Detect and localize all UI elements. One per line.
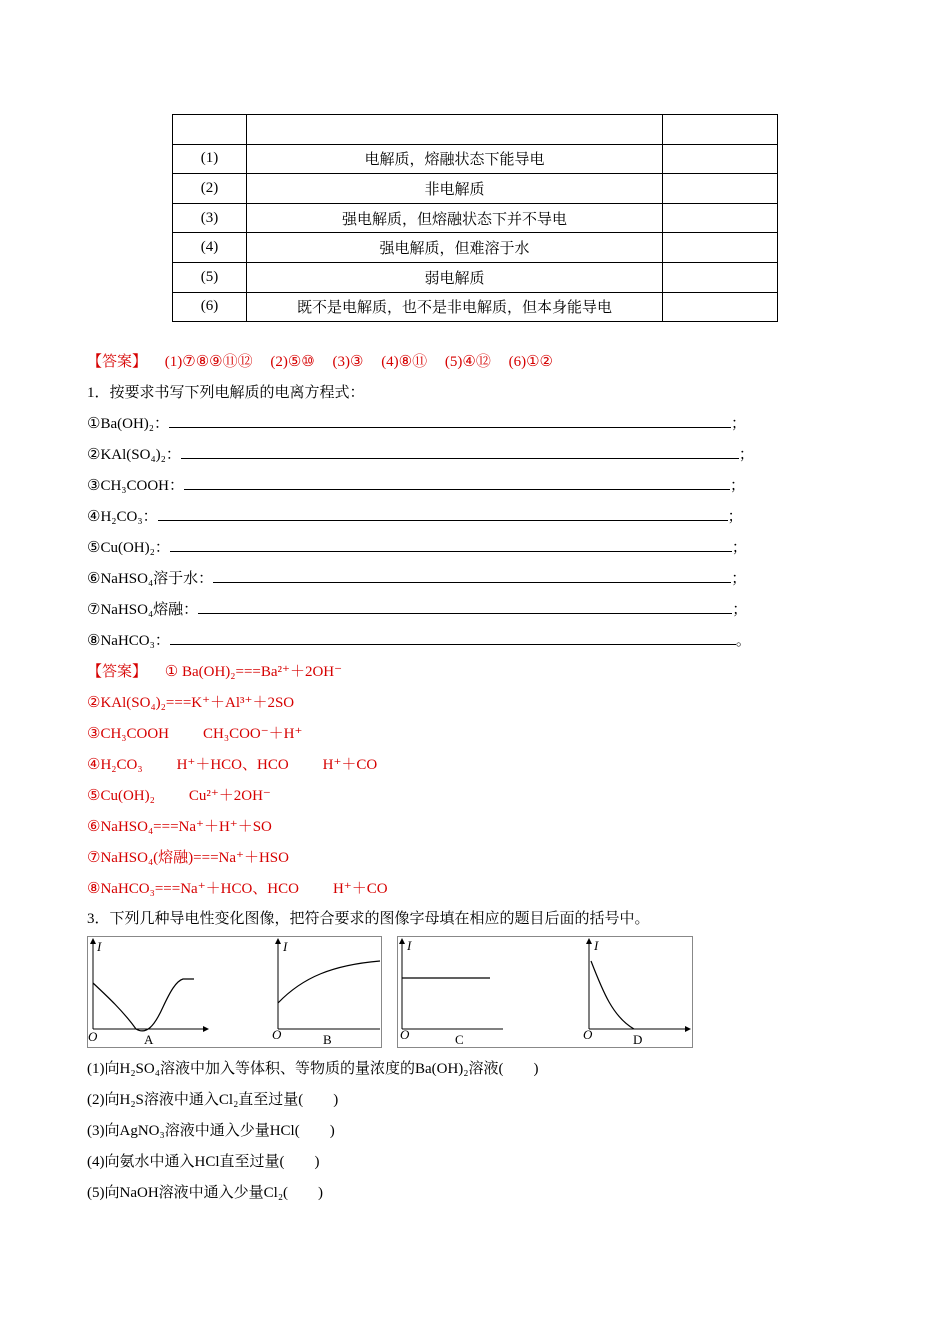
row-description: 强电解质，但难溶于水 xyxy=(247,233,663,263)
graph-ab-svg xyxy=(88,937,381,1047)
table-row xyxy=(173,292,778,322)
answer-line xyxy=(87,662,342,682)
q1-item-label: ⑥NaHSO₄溶于水： xyxy=(87,571,214,587)
answer-part: (2)⑤⑩ xyxy=(270,354,315,370)
graph-cd-svg xyxy=(398,937,692,1047)
q1-item-end: ； xyxy=(731,571,747,587)
answer-blank[interactable] xyxy=(170,631,736,645)
row-number: (5) xyxy=(173,262,247,292)
row-answer xyxy=(663,292,778,322)
answer-blank[interactable] xyxy=(158,507,728,521)
equation: ⑥NaHSO₄===Na⁺＋H⁺＋SO xyxy=(87,819,272,835)
row-number: (4) xyxy=(173,233,247,263)
q1-item-label: ⑦NaHSO₄熔融： xyxy=(87,602,199,618)
curve-b xyxy=(278,961,380,1003)
table-cell xyxy=(247,115,663,145)
electrolyte-table xyxy=(172,114,778,322)
graph-frame-ab xyxy=(87,936,382,1048)
answer-blank[interactable] xyxy=(169,414,731,428)
graph-letter: D xyxy=(633,1032,643,1047)
q1-item xyxy=(87,507,743,527)
answer-tag: 【答案】 xyxy=(87,354,148,370)
row-description: 既不是电解质，也不是非电解质，但本身能导电 xyxy=(247,292,663,322)
equation: ⑦NaHSO₄(熔融)===Na⁺＋HSO xyxy=(87,850,289,866)
answer-line xyxy=(87,755,377,775)
q1-item-label: ④H₂CO₃： xyxy=(87,509,158,525)
y-label: I xyxy=(97,939,102,954)
question-1-title: 1．按要求书写下列电解质的电离方程式： xyxy=(87,385,365,401)
answer-part: (3)③ xyxy=(332,354,364,370)
q1-item-end: ； xyxy=(731,416,747,432)
q1-item-end: ； xyxy=(738,447,754,463)
table-row xyxy=(173,174,778,204)
q3-item: (3)向AgNO₃溶液中通入少量HCl( ) xyxy=(87,1123,335,1139)
q3-item: (2)向H₂S溶液中通入Cl₂直至过量( ) xyxy=(87,1092,339,1108)
q1-item xyxy=(87,538,747,558)
graph-letter: B xyxy=(323,1032,332,1047)
equation-right: H⁺＋CO xyxy=(332,881,388,897)
row-answer xyxy=(663,174,778,204)
row-answer xyxy=(663,262,778,292)
row-number: (1) xyxy=(173,144,247,174)
answer-blank[interactable] xyxy=(198,600,732,614)
q3-item: (1)向H₂SO₄溶液中加入等体积、等物质的量浓度的Ba(OH)₂溶液( ) xyxy=(87,1061,539,1077)
table-header-row xyxy=(173,115,778,145)
row-description: 强电解质，但熔融状态下并不导电 xyxy=(247,203,663,233)
equation-mid: H⁺＋HCO、HCO xyxy=(176,757,289,773)
q1-item-end: ； xyxy=(732,602,748,618)
equation-left: ④H₂CO₃ xyxy=(87,757,143,773)
graph-letter: A xyxy=(144,1032,154,1047)
table-row xyxy=(173,262,778,292)
answer-part: (5)④⑫ xyxy=(444,354,491,370)
table-row xyxy=(173,233,778,263)
q1-item-label: ⑤Cu(OH)₂： xyxy=(87,540,170,556)
equation-right: Cu²⁺＋2OH⁻ xyxy=(188,788,271,804)
row-description: 电解质，熔融状态下能导电 xyxy=(247,144,663,174)
graph-frame-cd xyxy=(397,936,693,1048)
answer-line xyxy=(87,724,302,744)
equation-left: ⑤Cu(OH)₂ xyxy=(87,788,155,804)
answer-line xyxy=(87,786,271,806)
q1-item xyxy=(87,414,746,434)
row-answer xyxy=(663,203,778,233)
row-number: (3) xyxy=(173,203,247,233)
row-description: 非电解质 xyxy=(247,174,663,204)
equation: ②KAl(SO₄)₂===K⁺＋Al³⁺＋2SO xyxy=(87,695,295,711)
answer-line xyxy=(87,879,388,899)
answer-blank[interactable] xyxy=(184,476,730,490)
equation-left: ⑧NaHCO₃===Na⁺＋HCO、HCO xyxy=(87,881,299,897)
origin-label: O xyxy=(272,1027,282,1042)
q1-item xyxy=(87,476,745,496)
table-row xyxy=(173,203,778,233)
equation: ① Ba(OH)₂===Ba²⁺＋2OH⁻ xyxy=(164,664,343,680)
y-label: I xyxy=(283,939,288,954)
origin-label: O xyxy=(583,1027,593,1042)
q1-item-label: ①Ba(OH)₂： xyxy=(87,416,169,432)
table-cell xyxy=(663,115,778,145)
q1-item xyxy=(87,445,754,465)
table-cell xyxy=(173,115,247,145)
table-row xyxy=(173,144,778,174)
equation-right: H⁺＋CO xyxy=(322,757,378,773)
q1-item-end: ； xyxy=(730,478,746,494)
curve-d xyxy=(591,961,634,1029)
q1-item-end: ； xyxy=(731,540,747,556)
answer-line-1 xyxy=(87,352,553,372)
row-answer xyxy=(663,144,778,174)
question-3-title: 3．下列几种导电性变化图像，把符合要求的图像字母填在相应的题目后面的括号中。 xyxy=(87,911,650,927)
curve-a xyxy=(93,979,194,1031)
answer-part: (1)⑦⑧⑨⑪⑫ xyxy=(164,354,253,370)
answer-blank[interactable] xyxy=(213,569,731,583)
row-description: 弱电解质 xyxy=(247,262,663,292)
row-number: (6) xyxy=(173,292,247,322)
origin-label: O xyxy=(88,1029,98,1044)
row-number: (2) xyxy=(173,174,247,204)
origin-label: O xyxy=(400,1027,410,1042)
answer-part: (4)⑧⑪ xyxy=(381,354,428,370)
q1-item-label: ②KAl(SO₄)₂： xyxy=(87,447,181,463)
equation-right: CH₃COO⁻＋H⁺ xyxy=(203,726,303,742)
answer-part: (6)①② xyxy=(508,354,553,370)
q1-item xyxy=(87,600,747,620)
q1-item xyxy=(87,569,746,589)
equation-left: ③CH₃COOH xyxy=(87,726,170,742)
q3-item: (4)向氨水中通入HCl直至过量( ) xyxy=(87,1154,320,1170)
row-answer xyxy=(663,233,778,263)
y-label: I xyxy=(407,938,412,953)
answer-blank[interactable] xyxy=(181,445,739,459)
q1-item-end: ； xyxy=(727,509,743,525)
q3-item: (5)向NaOH溶液中通入少量Cl₂( ) xyxy=(87,1185,324,1201)
answer-blank[interactable] xyxy=(170,538,732,552)
q1-item xyxy=(87,631,751,651)
graph-letter: C xyxy=(455,1032,464,1047)
y-label: I xyxy=(594,938,599,953)
q1-item-label: ⑧NaHCO₃： xyxy=(87,633,170,649)
q1-item-label: ③CH₃COOH： xyxy=(87,478,185,494)
q1-item-end: 。 xyxy=(735,633,751,649)
answer-tag: 【答案】 xyxy=(87,664,148,680)
